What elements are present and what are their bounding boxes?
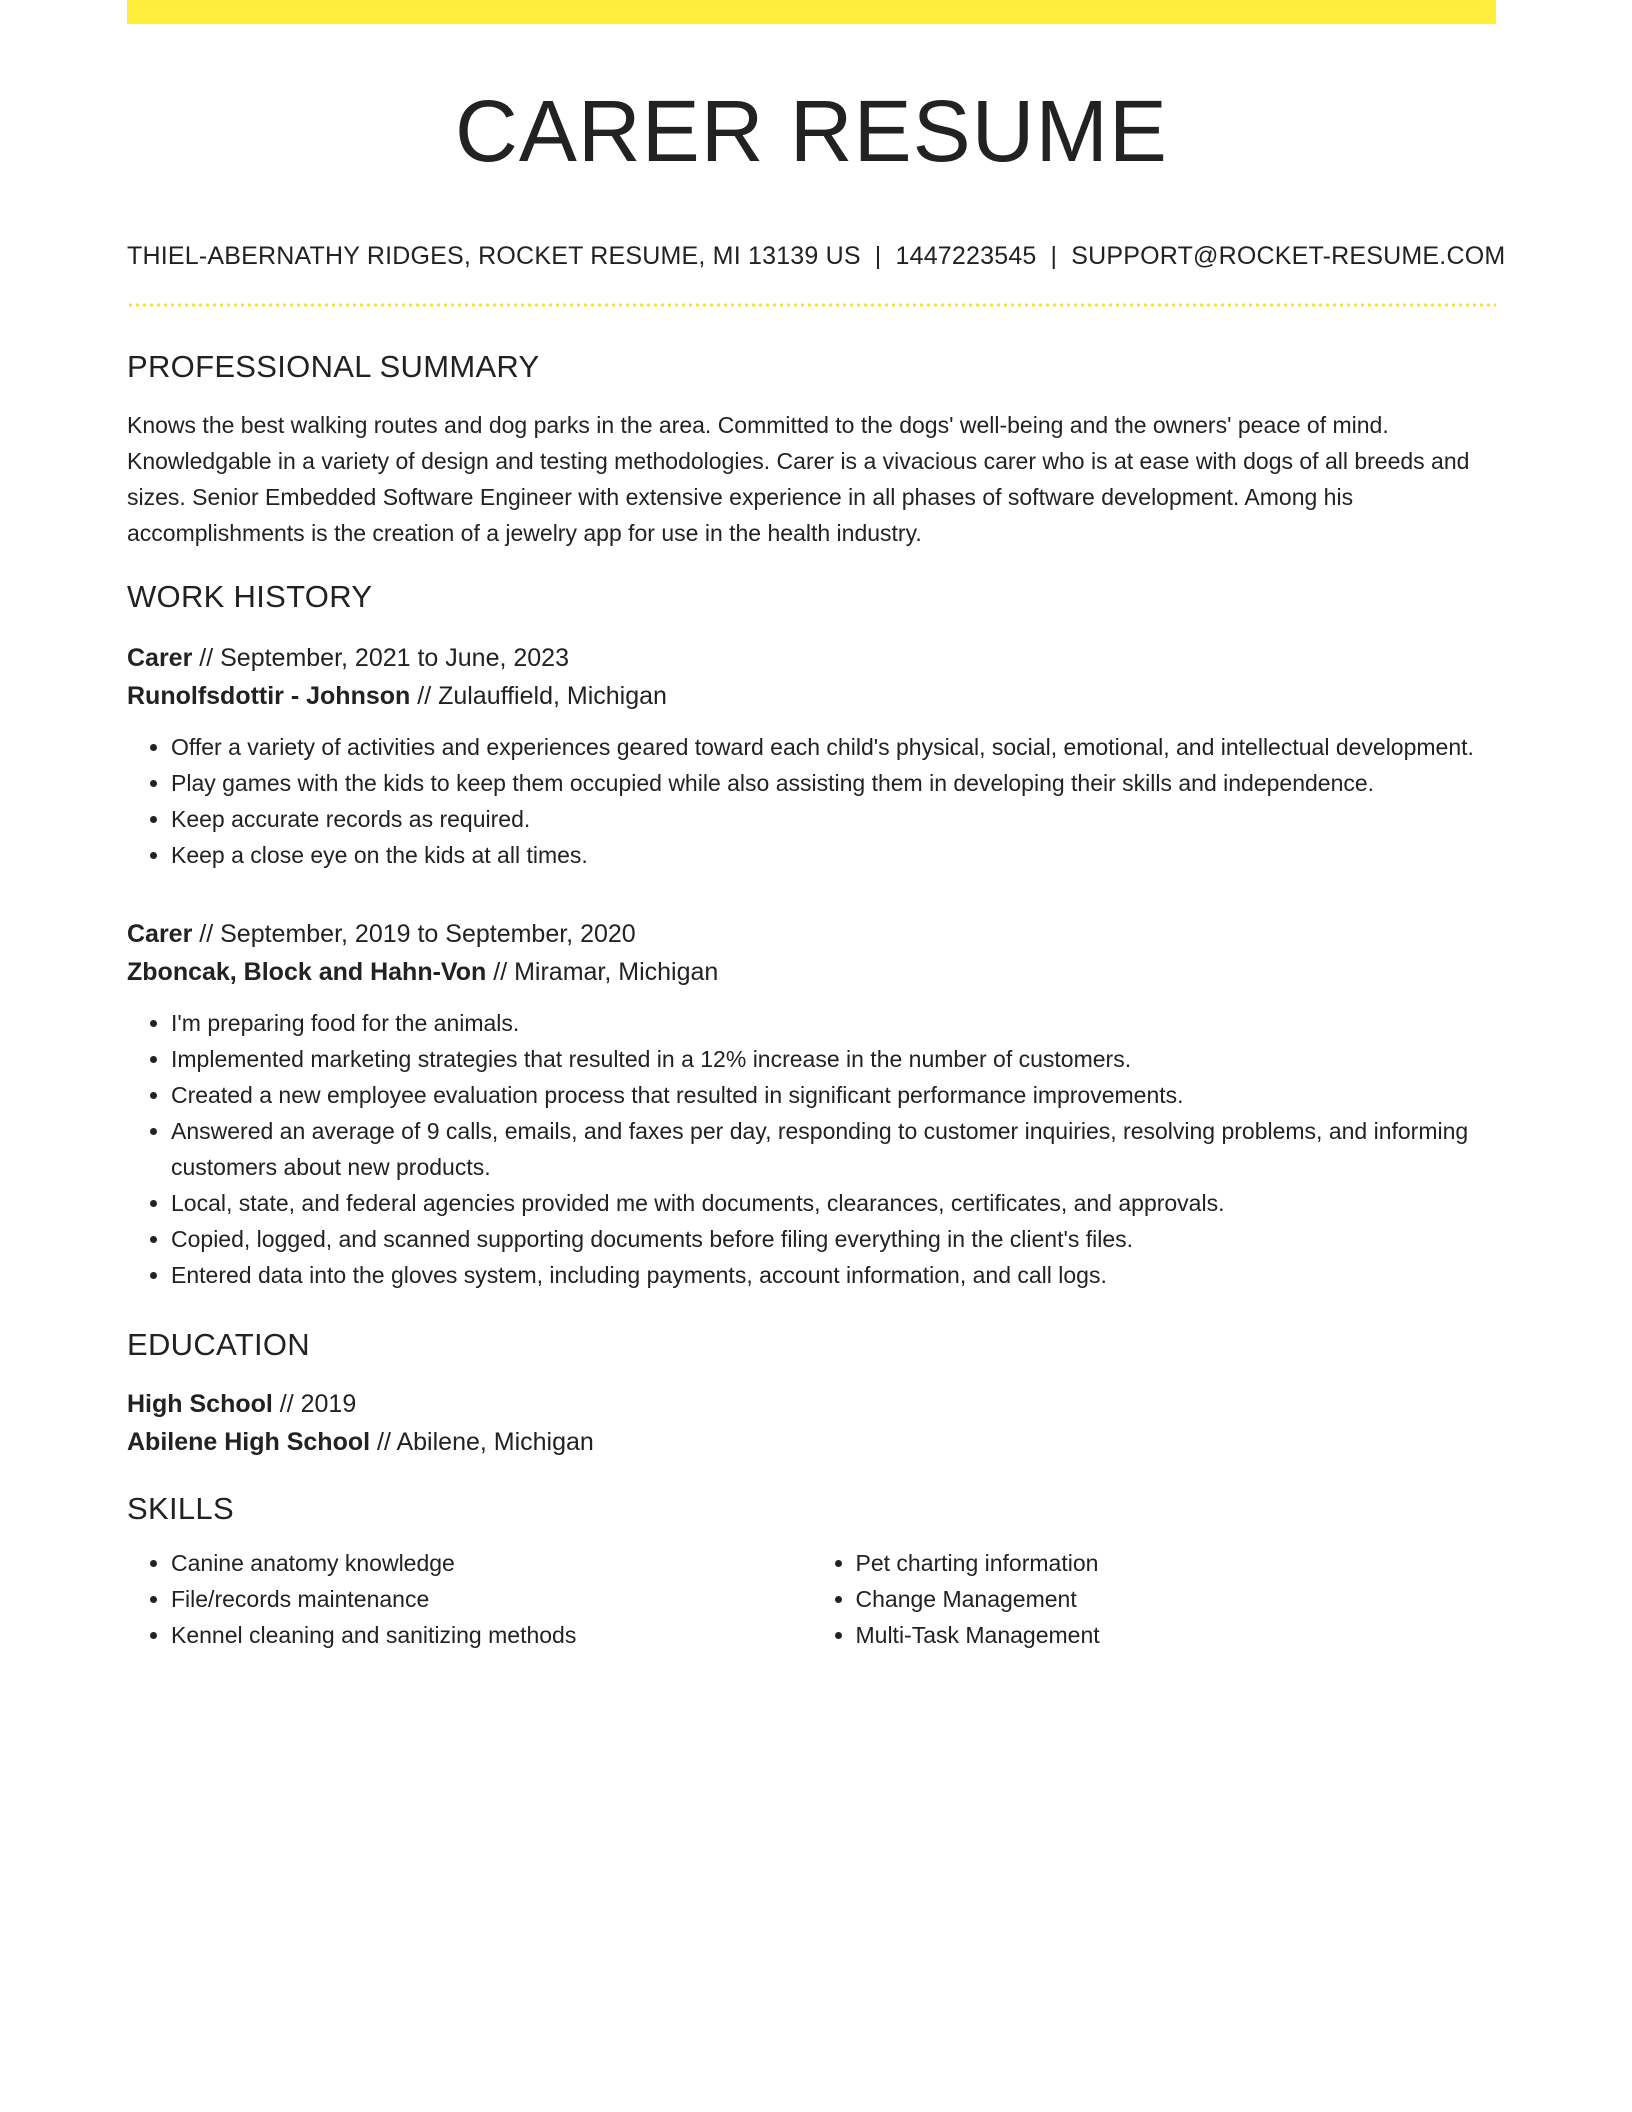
list-item: • Multi-Task Management [856, 1617, 1497, 1653]
job-location: // Zulauffield, Michigan [410, 681, 667, 710]
skills-right-list [812, 1545, 1497, 1653]
job-company: Zboncak, Block and Hahn-Von [127, 957, 487, 986]
list-item: • Answered an average of 9 calls, emails, and faxes per day, responding to customer inquiries, resolving problems, and informing customers about new products. [171, 1113, 1496, 1185]
list-item: • I'm preparing food for the animals. [171, 1005, 1496, 1041]
job-bullets [127, 1005, 1496, 1293]
job-role: Carer [127, 919, 193, 948]
education-school: Abilene High School [127, 1427, 371, 1456]
job-role-line [127, 915, 1496, 953]
resume-page [127, 0, 1506, 1653]
contact-phone: 1447223545 [895, 241, 1037, 270]
list-item: • File/records maintenance [171, 1581, 812, 1617]
contact-address: THIEL-ABERNATHY RIDGES, ROCKET RESUME, MI 13139 US [127, 241, 861, 270]
contact-line [127, 241, 1506, 271]
accent-bar [127, 0, 1496, 24]
skills-left-list [127, 1545, 812, 1653]
job-dates: // September, 2021 to June, 2023 [192, 643, 569, 672]
list-item: • Keep accurate records as required. [171, 801, 1496, 837]
list-item: • Canine anatomy knowledge [171, 1545, 812, 1581]
education-location: // Abilene, Michigan [370, 1427, 594, 1456]
work-history-heading: WORK HISTORY [127, 578, 373, 614]
list-item: • Created a new employee evaluation process that resulted in significant performance improvements. [171, 1077, 1496, 1113]
list-item: • Local, state, and federal agencies provided me with documents, clearances, certificates, and approvals. [171, 1185, 1496, 1221]
job-company-line [127, 953, 1496, 991]
separator: | [874, 241, 882, 270]
skills-columns [127, 1545, 1496, 1653]
list-item: • Pet charting information [856, 1545, 1497, 1581]
job-role-line [127, 639, 1496, 677]
education-school-line [127, 1423, 1496, 1461]
list-item: • Kennel cleaning and sanitizing methods [171, 1617, 812, 1653]
list-item: • Play games with the kids to keep them occupied while also assisting them in developing their skills and independence. [171, 765, 1496, 801]
job-dates: // September, 2019 to September, 2020 [192, 919, 636, 948]
job-company-line [127, 677, 1496, 715]
list-item: • Implemented marketing strategies that resulted in a 12% increase in the number of customers. [171, 1041, 1496, 1077]
education-degree: High School [127, 1389, 273, 1418]
job-entry [127, 639, 1496, 873]
separator: | [1050, 241, 1058, 270]
skills-heading: SKILLS [127, 1490, 234, 1526]
list-item: • Change Management [856, 1581, 1497, 1617]
education-degree-line [127, 1385, 1496, 1423]
job-location: // Miramar, Michigan [486, 957, 719, 986]
resume-title: CARER RESUME [455, 83, 1168, 180]
list-item: • Entered data into the gloves system, including payments, account information, and call logs. [171, 1257, 1496, 1293]
education-year: // 2019 [272, 1389, 357, 1418]
job-entry [127, 915, 1496, 1293]
summary-text: Knows the best walking routes and dog parks in the area. Committed to the dogs' well-being and the owners' peace of mind. Knowledgable in a variety of design and testing methodologies. Carer is a vivacious carer who is at ease with dogs of all breeds and sizes. Senior Embedded Software Engineer with extensive experience in all phases of software development. Among his accomplishments is the creation of a jewelry app for use in the health industry. [127, 411, 1470, 546]
job-role: Carer [127, 643, 193, 672]
contact-email[interactable]: SUPPORT@ROCKET-RESUME.COM [1071, 241, 1506, 270]
list-item: • Keep a close eye on the kids at all times. [171, 837, 1496, 873]
job-company: Runolfsdottir - Johnson [127, 681, 411, 710]
education-entry [127, 1385, 1496, 1461]
summary-heading: PROFESSIONAL SUMMARY [127, 348, 540, 384]
job-bullets [127, 729, 1496, 873]
list-item: • Copied, logged, and scanned supporting documents before filing everything in the client's files. [171, 1221, 1496, 1257]
dotted-divider [127, 303, 1496, 307]
list-item: • Offer a variety of activities and experiences geared toward each child's physical, social, emotional, and intellectual development. [171, 729, 1496, 765]
education-heading: EDUCATION [127, 1326, 310, 1362]
